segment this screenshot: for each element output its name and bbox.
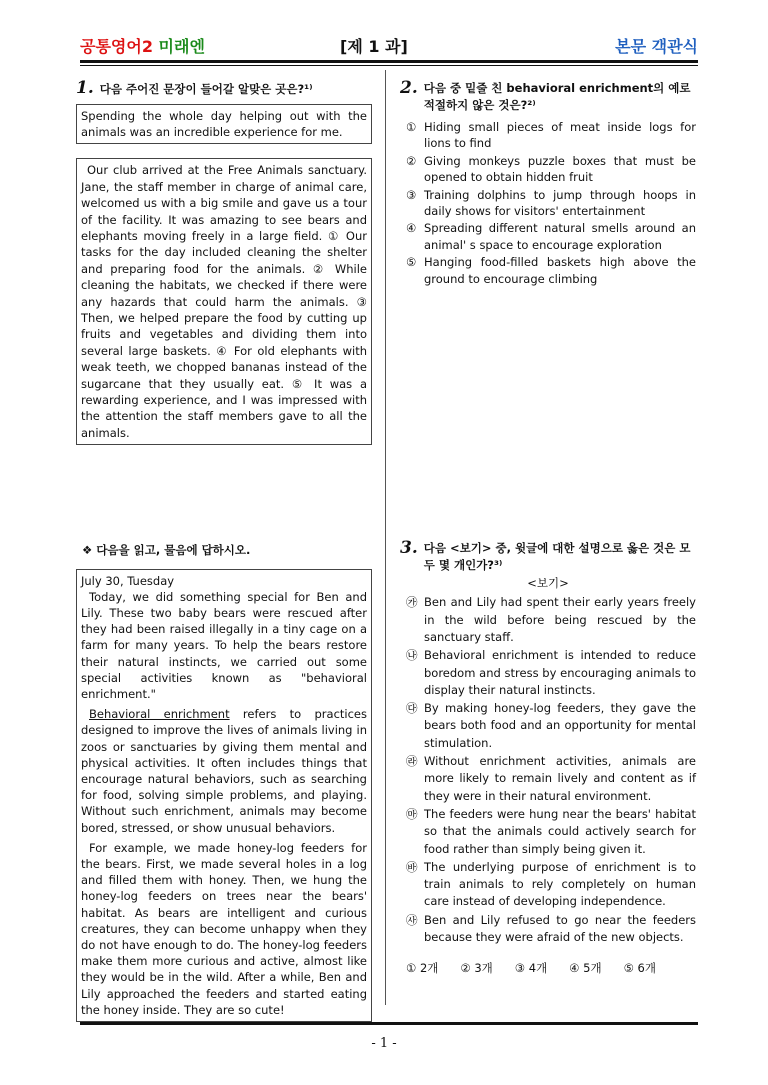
option[interactable] xyxy=(406,119,696,152)
item-marker: ㉰ xyxy=(406,701,418,716)
item-marker: ㉮ xyxy=(406,595,418,610)
item-text: The feeders were hung near the bears' habitat so that the animals could actively search for food rather than simply being given it. xyxy=(424,806,696,856)
question-2-number: 2. xyxy=(400,78,418,98)
question-2-options xyxy=(400,119,696,287)
option-text: Hiding small pieces of meat inside logs for lions to find xyxy=(424,120,696,151)
item-text: Without enrichment activities, animals are more likely to remain lively and content as if they were in their natural environment. xyxy=(424,754,696,803)
option[interactable] xyxy=(406,187,696,220)
answer-choice[interactable]: ② 3개 xyxy=(460,961,493,976)
option-text: Training dolphins to jump through hoops in daily shows for visitors' entertainment xyxy=(424,187,696,219)
item-marker: ㉳ xyxy=(406,859,418,874)
item-marker: ㉯ xyxy=(406,648,418,663)
option-text: Hanging food-filled baskets high above the ground to encourage climbing xyxy=(424,255,696,286)
option-text: Giving monkeys puzzle boxes that must be opened to obtain hidden fruit xyxy=(424,153,696,185)
question-1-text: 다음 주어진 문장이 들어갈 알맞은 곳은?¹⁾ xyxy=(99,82,313,96)
bogi-item xyxy=(406,806,696,858)
item-text: Ben and Lily had spent their early years freely in the wild before being rescued by the sanctuary staff. xyxy=(424,595,696,644)
reading-instruction: ❖ 다음을 읽고, 물음에 답하시오. xyxy=(82,543,251,557)
question-3 xyxy=(400,540,696,977)
item-text: The underlying purpose of enrichment is to train animals to rely completely on human care instead of developing independence. xyxy=(424,859,696,909)
item-text: By making honey-log feeders, they gave the bears both food and an opportunity for mental stimulation. xyxy=(424,701,696,750)
header-rule-thin xyxy=(80,65,698,66)
page-number: - 1 - xyxy=(371,1036,397,1051)
paragraph-2-text: refers to practices designed to improve the lives of animals living in zoos or sanctuaries by giving them mental and physical activities. It often includes things that encourage natural behaviors, such as searching for food, solving simple problems, and playing. Without such enrichment, animals may become bored, stressed, or show unusual behaviors. xyxy=(81,707,367,835)
question-2-text: 다음 중 밑줄 친 behavioral enrichment의 예로 적절하지 않은 것은?²⁾ xyxy=(423,81,691,112)
option-marker: ① xyxy=(406,120,417,134)
footer-rule xyxy=(80,1022,698,1025)
answer-choice[interactable]: ① 2개 xyxy=(406,961,439,976)
question-3-text: 다음 <보기> 중, 윗글에 대한 설명으로 옳은 것은 모두 몇 개인가?³⁾ xyxy=(423,541,691,572)
question-3-header xyxy=(400,540,696,573)
bogi-item xyxy=(406,859,696,911)
bogi-item xyxy=(406,594,696,646)
bogi-item xyxy=(406,912,696,947)
option-text: Spreading different natural smells around an animal' s space to encourage exploration xyxy=(424,221,696,252)
option[interactable] xyxy=(406,220,696,253)
item-text: Behavioral enrichment is intended to reduce boredom and stress by encouraging animals to display their natural instincts. xyxy=(424,648,696,697)
underlined-term: Behavioral enrichment xyxy=(89,707,230,722)
passage-box: Our club arrived at the Free Animals sanctuary. Jane, the staff member in charge of animal care, welcomed us with a big smile and gave us a tour of the facility. It was amazing to see bears and elephants moving freely in a large field. ① Our tasks for the day included cleaning the shelter and preparing food for the animals. ② While cleaning the habitats, we checked if there were any hazards that could harm the animals. ③ Then, we helped prepare the food by cutting up fruits and vegetables and dividing them into several large baskets. ④ For old elephants with weak teeth, we chopped bananas instead of the sugarcane that they usually eat. ⑤ It was a rewarding experience, and I was impressed with the attention the staff members gave to all the animals. xyxy=(76,158,372,445)
option-marker: ⑤ xyxy=(406,255,417,270)
question-3-number: 3. xyxy=(400,538,418,558)
passage-paragraph-2 xyxy=(81,706,367,836)
reading-passage-box xyxy=(76,569,372,1022)
passage-paragraph-3: For example, we made honey-log feeders for the bears. First, we made several holes in a log and filled them with honey. Then, we hung the honey-log feeders on trees near the bears' habitat. As bears are intelligent and curious creatures, they can become unhappy when they do not have enough to do. The honey-log feeders make them more curious and active, almost like they would be in the wild. After a while, Ben and Lily approached the feeders and started eating the honey inside. They are so cute! xyxy=(81,840,367,1017)
question-2-header xyxy=(400,80,696,113)
answer-choices xyxy=(400,960,696,976)
item-marker: ㉴ xyxy=(406,912,418,927)
given-sentence-box: Spending the whole day helping out with the animals was an incredible experience for me. xyxy=(76,104,372,145)
passage-date: July 30, Tuesday xyxy=(81,573,175,588)
header-lesson: [제 1 과] xyxy=(340,37,408,56)
header-rule xyxy=(80,60,698,63)
bogi-label: <보기> xyxy=(527,576,569,590)
option-marker: ③ xyxy=(406,187,417,202)
question-1-number: 1. xyxy=(76,78,94,98)
header-publisher: 미래엔 xyxy=(158,37,205,56)
bogi-item xyxy=(406,700,696,752)
header-title xyxy=(80,34,205,57)
option[interactable] xyxy=(406,153,696,186)
question-1-header xyxy=(76,80,372,98)
option[interactable] xyxy=(406,254,696,287)
question-2 xyxy=(400,80,696,288)
column-divider xyxy=(385,70,386,1005)
passage-paragraph-1: Today, we did something special for Ben and Lily. These two baby bears were rescued after they had been raised illegally in a tiny cage on a farm for many years. To help the bears restore their natural instincts, we carried out some special activities known as "behavioral enrichment." xyxy=(81,589,367,701)
bogi-item xyxy=(406,753,696,805)
bogi-item xyxy=(406,647,696,699)
item-marker: ㉲ xyxy=(406,806,418,821)
item-text: Ben and Lily refused to go near the feeders because they were afraid of the new objects. xyxy=(424,912,696,945)
header-subject: 공통영어2 xyxy=(80,37,153,56)
reading-section xyxy=(76,542,372,1022)
option-marker: ② xyxy=(406,153,417,168)
answer-choice[interactable]: ④ 5개 xyxy=(569,961,602,976)
answer-choice[interactable]: ⑤ 6개 xyxy=(623,961,656,976)
item-marker: ㉱ xyxy=(406,754,418,769)
bogi-items xyxy=(400,594,696,946)
header-type: 본문 객관식 xyxy=(615,37,698,56)
option-marker: ④ xyxy=(406,221,417,236)
page-header xyxy=(80,30,698,58)
answer-choice[interactable]: ③ 4개 xyxy=(514,961,548,976)
question-1 xyxy=(76,80,372,445)
